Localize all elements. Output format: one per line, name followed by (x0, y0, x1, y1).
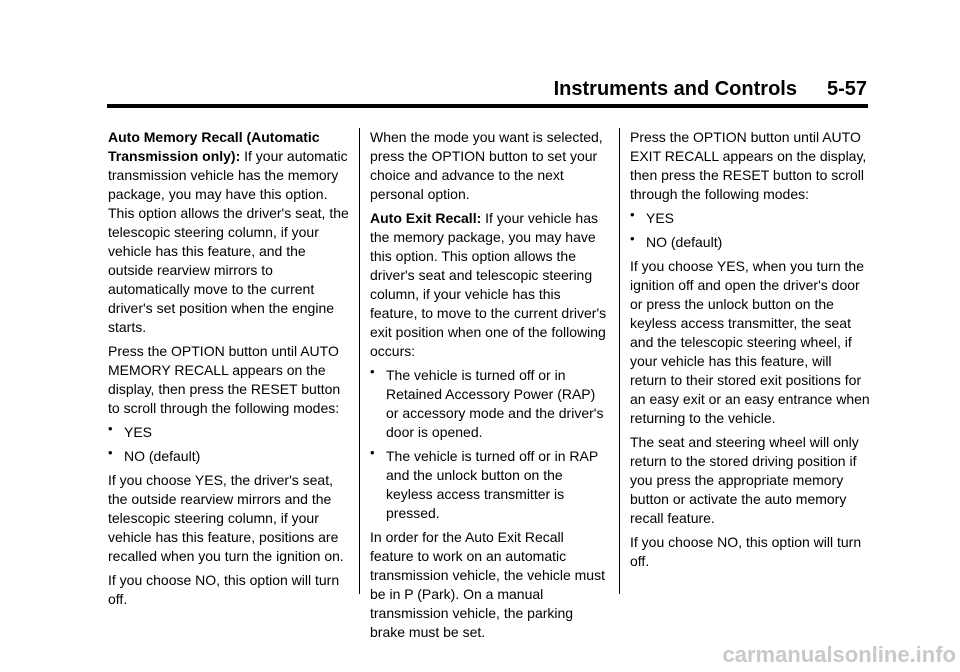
paragraph: If you choose NO, this option will turn off. (630, 534, 862, 569)
paragraph (108, 128, 353, 337)
mode-list (630, 209, 870, 252)
paragraph-text: If your automatic transmission vehicle has the memory package, you may have this option. This option allows the driver's seat, the telescopic steering column, if your vehicle has this feature, and the outside rearview mirrors to automatically move to the current driver's set position when the engine starts. (108, 148, 349, 335)
list-item: • NO (default) (630, 233, 870, 252)
column-3 (630, 128, 870, 576)
paragraph: In order for the Auto Exit Recall feature to work on an automatic transmission vehicle, the vehicle must be in P (Park). On a manual transmission vehicle, the parking brake must be set. (370, 529, 605, 640)
paragraph (370, 209, 608, 361)
term-label: Auto Exit Recall: (370, 210, 482, 226)
column-divider (359, 128, 360, 594)
paragraph: If you choose NO, this option will turn off. (108, 572, 340, 607)
paragraph: If you choose YES, when you turn the ignition off and open the driver's door or press the unlock button on the keyless access transmitter, the seat and the telescopic steering wheel, if your vehicle has this feature, will return to their stored exit positions for an easy exit or an easy entrance when returning to the vehicle. (630, 258, 870, 426)
term-label: Auto Memory Recall (Automatic Transmission only): (108, 129, 320, 164)
column-divider (619, 128, 620, 594)
condition-list (370, 366, 608, 523)
page-number: 5-57 (826, 78, 867, 100)
list-item: • NO (default) (108, 447, 353, 466)
paragraph: Press the OPTION button until AUTO MEMORY RECALL appears on the display, then press the RESET button to scroll through the following modes: (108, 343, 341, 416)
header-rule (107, 104, 868, 108)
mode-list (108, 423, 353, 466)
list-item: • The vehicle is turned off or in Retained Accessory Power (RAP) or accessory mode and the driver's door is opened. (370, 366, 608, 442)
column-2 (370, 128, 608, 647)
paragraph: Press the OPTION button until AUTO EXIT RECALL appears on the display, then press the RESET button to scroll through the following modes: (630, 129, 867, 202)
list-item: • The vehicle is turned off or in RAP and the unlock button on the keyless access transmitter is pressed. (370, 447, 608, 523)
column-1 (108, 128, 353, 614)
list-item: • YES (630, 209, 870, 228)
section-title: Instruments and Controls (553, 78, 797, 100)
paragraph: If you choose YES, the driver's seat, the outside rearview mirrors and the telescopic steering column, if your vehicle has this feature, positions are recalled when you turn the ignition on. (108, 472, 344, 564)
paragraph: The seat and steering wheel will only return to the stored driving position if you press the appropriate memory button or activate the auto memory recall feature. (630, 434, 859, 526)
watermark: carmanualsonline.info (722, 642, 956, 667)
page-header (0, 78, 867, 101)
paragraph: When the mode you want is selected, press the OPTION button to set your choice and advance to the next personal option. (370, 129, 603, 202)
paragraph-text: If your vehicle has the memory package, you may have this option. This option allows the driver's seat and telescopic steering column, if your vehicle has this feature, to move to the current driver's exit position when one of the following occurs: (370, 210, 607, 359)
list-item: • YES (108, 423, 353, 442)
